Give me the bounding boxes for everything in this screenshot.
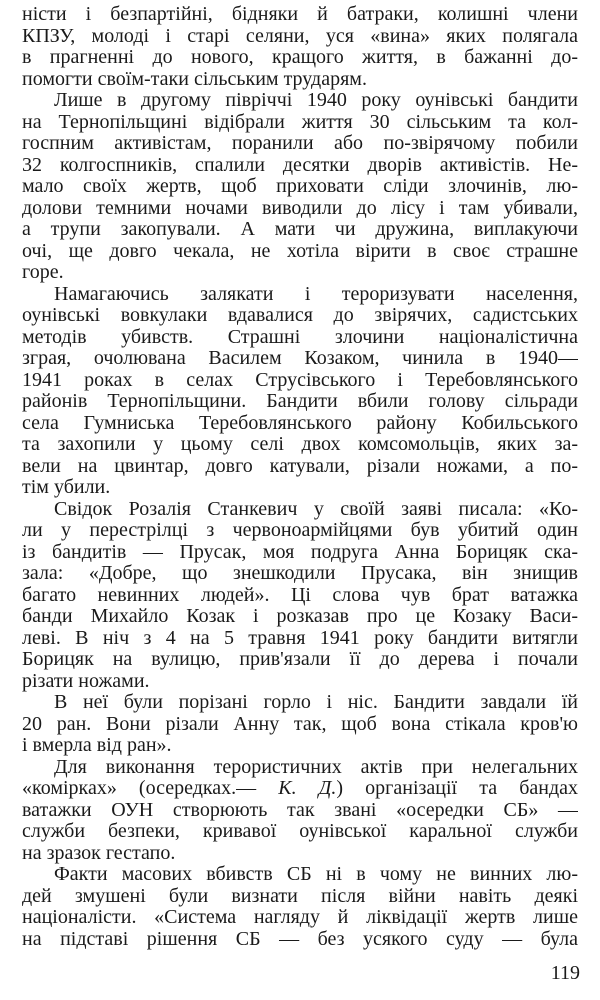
text-line: 1941 роках в селах Струсівського і Теребовлянського <box>22 369 578 391</box>
text-line: Для виконання терористичних актів при нелегальних <box>54 756 578 778</box>
text-line: дей змушені були визнати після війни навіть деякі <box>22 885 578 907</box>
text-line: ністи і безпартійні, бідняки й батраки, колишні члени <box>22 4 578 25</box>
author-initials: К. Д. <box>278 778 337 799</box>
text-line: леві. В ніч з 4 на 5 травня 1941 року бандити витягли <box>22 627 578 649</box>
text-line: Лише в другому півріччі 1940 року оунівські бандити <box>54 90 578 111</box>
text-line: очі, ще довго чекала, не хотіла вірити в своє страшне <box>22 240 578 262</box>
page-text <box>22 4 578 950</box>
text-line: Факти масових вбивств СБ ні в чому не винних лю- <box>54 864 578 885</box>
text-segment: ) організації та бандах <box>336 778 578 799</box>
text-line: зграя, очолювана Василем Козаком, чинила в 1940— <box>22 348 578 369</box>
text-line: вели на цвинтар, довго катували, різали ножами, а по- <box>22 455 578 477</box>
text-line: В неї були порізані горло і ніс. Бандити завдали їй <box>54 692 578 713</box>
text-line: села Гумниська Теребовлянського району Кобильського <box>22 412 578 434</box>
text-line: на Тернопільщині відібрали життя 30 сільським та кол- <box>22 111 578 133</box>
text-line: різати ножами. <box>22 670 150 692</box>
text-line: тім убили. <box>22 477 111 498</box>
text-line: із бандитів — Прусак, моя подруга Анна Борицяк ска- <box>22 541 578 563</box>
text-line: та захопили у цьому селі двох комсомольців, яких за- <box>22 434 578 455</box>
text-line: Борицяк на вулицю, прив'язали її до дерева і почали <box>22 649 578 670</box>
text-line: 20 ран. Вони різали Анну так, щоб вона стікала кров'ю <box>22 713 578 735</box>
text-line: і вмерла від ран». <box>22 735 172 756</box>
text-line: методів убивств. Страшні злочини націоналістична <box>22 326 578 348</box>
text-line: госпним активістам, поранили або по-звірячому побили <box>22 133 578 154</box>
text-segment: «комірках» (осередках.— <box>22 778 279 799</box>
text-line: банди Михайло Козак і розказав про це Козаку Васи- <box>22 606 578 627</box>
text-line: служби безпеки, кривавої оунівської каральної служби <box>22 821 578 842</box>
text-line: мало своїх жертв, щоб приховати сліди злочинів, лю- <box>22 176 578 197</box>
text-line: долови темними ночами виводили до лісу і там убивали, <box>22 197 578 219</box>
page-number: 119 <box>550 962 580 984</box>
text-line: ли у перестрілці з червоноармійцями був убитий один <box>22 520 578 541</box>
text-line: КПЗУ, молоді і старі селяни, уся «вина» яких полягала <box>22 25 578 47</box>
text-line: зала: «Добре, що знешкодили Прусака, він знищив <box>22 563 578 584</box>
text-line: оунівські вовкулаки вдавалися до звірячих, садистських <box>22 305 578 326</box>
text-line: на зразок гестапо. <box>22 842 176 864</box>
text-line: горе. <box>22 262 64 283</box>
text-line: районів Тернопільщини. Бандити вбили голову сільради <box>22 391 578 412</box>
text-line: націоналісти. «Система нагляду й ліквідації жертв лише <box>22 907 578 928</box>
text-line: Намагаючись залякати і тероризувати населення, <box>54 283 578 305</box>
text-line: в прагненні до нового, кращого життя, в бажанні до- <box>22 47 578 68</box>
text-line: багато невинних людей». Ці слова чув брат ватажка <box>22 584 578 606</box>
text-line: ватажки ОУН створюють так звані «осередки СБ» — <box>22 799 578 821</box>
text-line: а трупи закопували. А мати чи дружина, виплакуючи <box>22 219 578 240</box>
text-line: Свідок Розалія Станкевич у своїй заяві писала: «Ко- <box>54 498 578 520</box>
text-line <box>22 778 578 800</box>
text-line: 32 колгоспників, спалили десятки дворів активістів. Не- <box>22 154 578 176</box>
text-line: на підставі рішення СБ — без усякого суду — була <box>22 928 578 950</box>
text-line: помогти своїм-таки сільським трударям. <box>22 68 367 90</box>
